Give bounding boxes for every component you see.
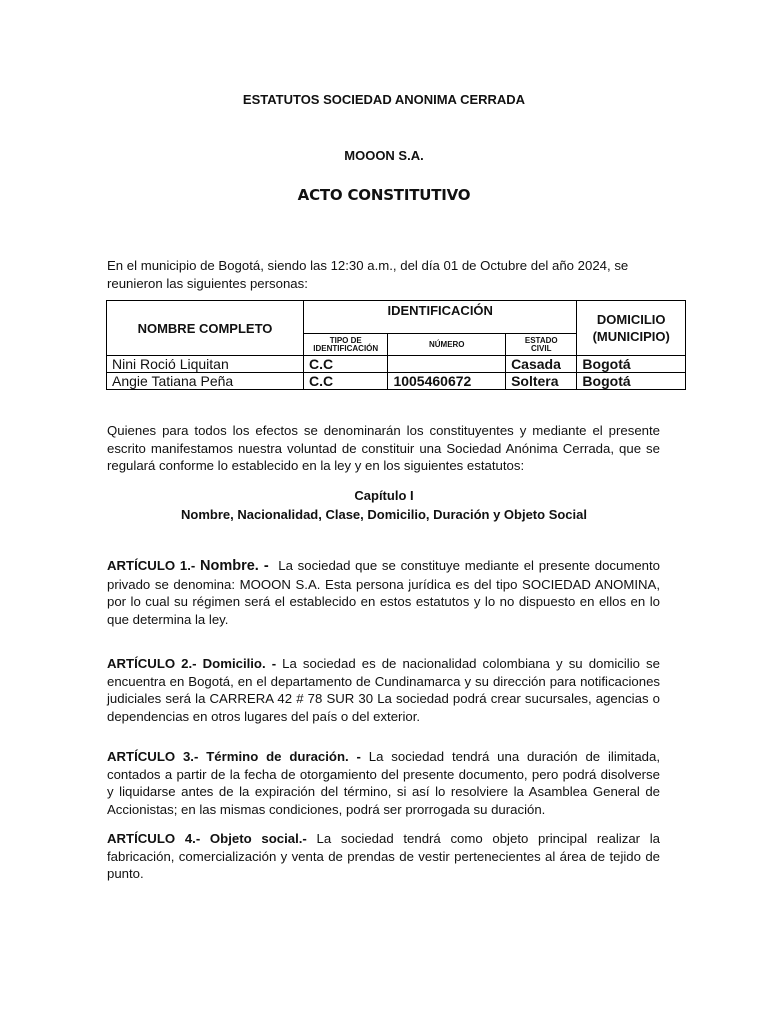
cell-civil-status: Soltera — [506, 373, 577, 390]
article-label: ARTÍCULO 1.- — [107, 558, 196, 573]
header-civil-status-line1: ESTADO — [524, 335, 558, 345]
header-identification: IDENTIFICACIÓN — [304, 301, 577, 334]
cell-name: Nini Roció Liquitan — [107, 356, 304, 373]
article-label: ARTÍCULO 3.- — [107, 749, 199, 764]
article-heading: Término de duración. - — [206, 749, 361, 764]
article-label: ARTÍCULO 2.- — [107, 656, 197, 671]
section-heading: ACTO CONSTITUTIVO — [297, 186, 471, 204]
header-number — [388, 334, 506, 356]
cell-id-type: C.C — [304, 373, 388, 390]
company-name: MOOON S.A. — [344, 148, 424, 163]
header-domicile — [577, 301, 686, 356]
chapter-title: Nombre, Nacionalidad, Clase, Domicilio, Duración y Objeto Social — [181, 507, 587, 522]
constituents-statement: Quienes para todos los efectos se denominarán los constituyentes y mediante el presente escrito manifestamos nuestra voluntad de constituir una Sociedad Anónima Cerrada, que se regulará conforme lo establecido en la ley y en los siguientes estatutos: — [107, 423, 660, 473]
header-id-type-line2: IDENTIFICACIÓN — [313, 343, 379, 353]
chapter-number: Capítulo I — [354, 488, 414, 503]
article-text: La sociedad es de nacionalidad colombiana y su domicilio se encuentra en Bogotá, en el departamento de Cundinamarca y su dirección para notificaciones judiciales será la CARRERA 42 # 78 SUR 30 La sociedad podrá crear sucursales, agencias o dependencias en otros lugares del país o del exterior. — [107, 656, 660, 724]
article-heading: Nombre. - — [200, 558, 269, 574]
article-4 — [107, 830, 660, 883]
table-row — [107, 373, 686, 390]
cell-domicile: Bogotá — [577, 356, 686, 373]
cell-name: Angie Tatiana Peña — [107, 373, 304, 390]
header-civil-status-line2: CIVIL — [531, 343, 552, 353]
cell-number: 1005460672 — [388, 373, 506, 390]
header-name: NOMBRE COMPLETO — [107, 301, 304, 356]
header-id-type-line1: TIPO DE — [329, 335, 362, 345]
document-title: ESTATUTOS SOCIEDAD ANONIMA CERRADA — [242, 92, 526, 107]
article-text: La sociedad tendrá una duración de ilimitada, contados a partir de la fecha de otorgamiento del presente documento, pero podrá disolverse y liquidarse antes de la expiración del término, si así lo resolviere la Asamblea General de Accionistas; en las mismas condiciones, podrá ser prorrogada su duración. — [107, 749, 661, 817]
intro-paragraph: En el municipio de Bogotá, siendo las 12:30 a.m., del día 01 de Octubre del año 2024, se reunieron las siguientes personas: — [107, 258, 629, 291]
header-domicile-line2: (MUNICIPIO) — [592, 329, 670, 344]
article-text: La sociedad que se constituye mediante el presente documento privado se denomina: MOOON S.A. Esta persona jurídica es del tipo SOCIEDAD ANOMINA, por lo cual su régimen será el establecido en estos estatutos y lo no dispuesto en ellos en lo que determina la ley. — [107, 558, 661, 627]
header-domicile-line1: DOMICILIO — [596, 312, 666, 327]
article-label: ARTÍCULO 4.- — [107, 831, 201, 846]
header-id-type — [304, 334, 388, 356]
table-row — [107, 356, 686, 373]
cell-domicile: Bogotá — [577, 373, 686, 390]
cell-number — [388, 356, 506, 373]
constituents-table — [106, 300, 686, 390]
article-text: La sociedad tendrá como objeto principal realizar la fabricación, comercialización y venta de prendas de vestir pertenecientes al área de tejido de punto. — [107, 831, 661, 881]
cell-id-type: C.C — [304, 356, 388, 373]
cell-civil-status: Casada — [506, 356, 577, 373]
article-1 — [107, 557, 660, 628]
article-2 — [107, 655, 660, 725]
chapter-heading — [0, 486, 768, 524]
header-number-label: NÚMERO — [428, 339, 465, 349]
article-3 — [107, 748, 660, 818]
article-heading: Objeto social.- — [209, 831, 307, 846]
header-civil-status — [506, 334, 577, 356]
article-heading: Domicilio. - — [202, 656, 277, 671]
